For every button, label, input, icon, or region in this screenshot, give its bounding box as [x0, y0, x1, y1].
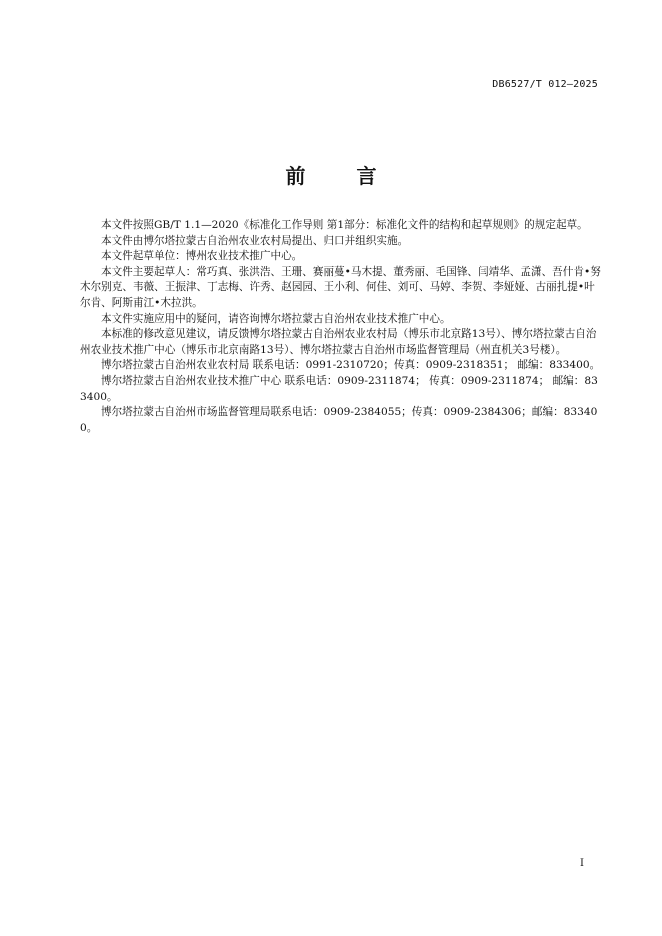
paragraph-inquiry: 本文件实施应用中的疑问，请咨询博尔塔拉蒙古自治州农业技术推广中心。: [101, 312, 451, 325]
document-body: [80, 218, 604, 436]
page-title: 前 言: [285, 164, 399, 188]
paragraph-drafting-unit: 本文件起草单位：博州农业技术推广中心。: [101, 250, 303, 263]
paragraph-standard-basis: 本文件按照GB/T 1.1—2020《标准化工作导则 第1部分：标准化文件的结构和起草规则》的规定起草。: [101, 219, 588, 231]
paragraph-proposer: 本文件由博尔塔拉蒙古自治州农业农村局提出、归口并组织实施。: [101, 234, 409, 247]
document-code: DB6527/T 012—2025: [492, 79, 598, 90]
paragraph-contact-agriculture-bureau: 博尔塔拉蒙古自治州农业农村局 联系电话：0991-2310720；传真：0909-2318351； 邮编：833400。: [101, 359, 601, 372]
paragraph-contact-market-bureau: 博尔塔拉蒙古自治州市场监督管理局联系电话：0909-2384055；传真：0909-2384306；邮编：833400。: [80, 406, 598, 434]
paragraph-drafters: 本文件主要起草人：常巧真、张洪浩、王珊、赛丽蔓•马木提、董秀丽、毛国锋、闫靖华、孟潇、吾什肯•努木尔别克、韦薇、王振津、丁志梅、许秀、赵园园、王小利、何佳、刘可、马婷、李贺、李娅娅、古丽扎提•叶尔肯、阿斯甫江•木拉洪。: [80, 265, 601, 309]
page-number: I: [580, 858, 584, 869]
paragraph-feedback: 本标准的修改意见建议，请反馈博尔塔拉蒙古自治州农业农村局（博乐市北京路13号）、博尔塔拉蒙古自治州农业技术推广中心（博乐市北京南路13号）、博尔塔拉蒙古自治州市场监督管理局（州直机关3号楼）。: [80, 328, 597, 356]
paragraph-contact-extension-center: 博尔塔拉蒙古自治州农业技术推广中心 联系电话：0909-2311874； 传真：0909-2311874； 邮编：833400。: [80, 374, 598, 403]
